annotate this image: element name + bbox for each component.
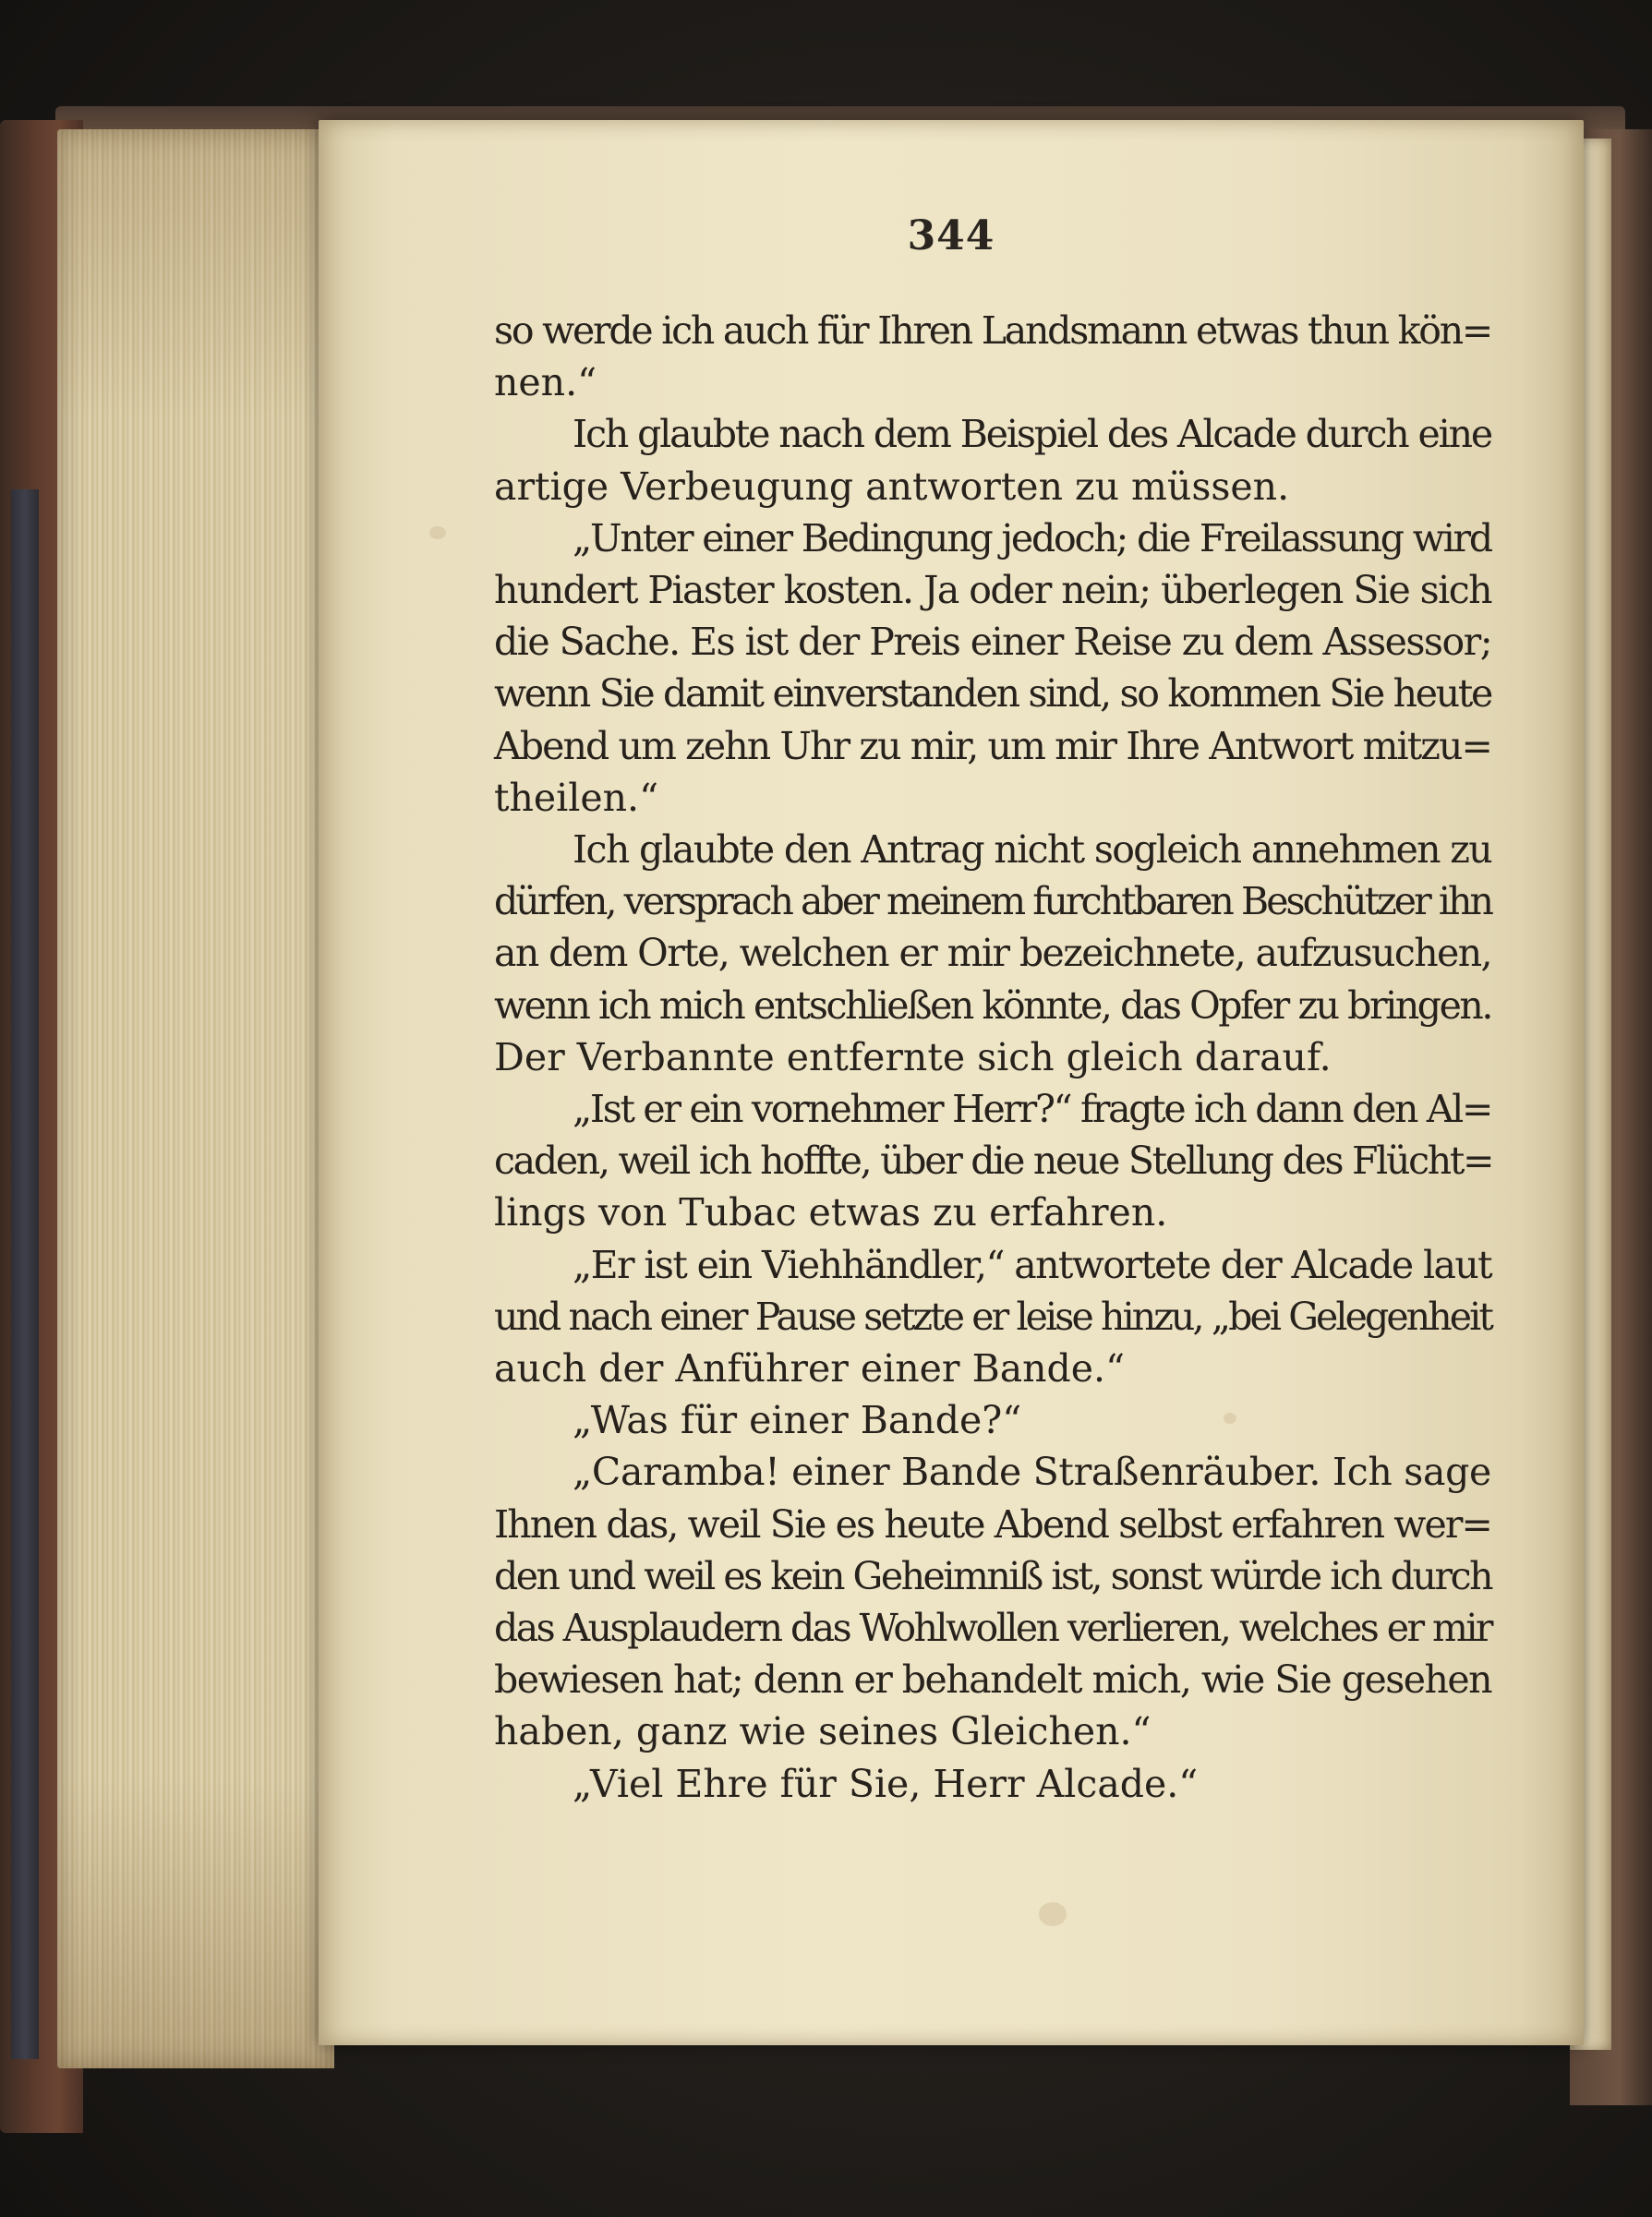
text-line: caden, weil ich hoffte, über die neue Stellung des Flücht=: [494, 1139, 1493, 1184]
foxing-spot: [1039, 1902, 1067, 1926]
cover-cloth-strip: [11, 489, 39, 2059]
foxing-spot: [429, 526, 446, 539]
paragraph: [494, 1758, 1491, 1810]
text-line: theilen.“: [494, 775, 659, 820]
page-number: 344: [907, 212, 995, 259]
text-line: lings von Tubac etwas zu erfahren.: [494, 1190, 1168, 1235]
text-line: und nach einer Pause setzte er leise hinzu, „bei Gelegenheit: [494, 1294, 1491, 1339]
text-line: Ihnen das, weil Sie es heute Abend selbst erfahren wer=: [494, 1501, 1491, 1547]
text-line: „Was für einer Bande?“: [573, 1398, 1022, 1443]
text-line: „Caramba! einer Bande Straßenräuber. Ich sage: [573, 1450, 1491, 1495]
text-line: das Ausplaudern das Wohlwollen verlieren, welches er mir: [494, 1606, 1491, 1651]
text-line: artige Verbeugung antworten zu müssen.: [494, 464, 1290, 509]
left-page-stack-shading: [57, 129, 334, 2068]
text-line: Ich glaubte den Antrag nicht sogleich annehmen zu: [573, 827, 1491, 873]
paragraph: [494, 1446, 1491, 1757]
paragraph: [494, 824, 1491, 1083]
text-line: den und weil es kein Geheimniß ist, sonst würde ich durch: [494, 1553, 1491, 1598]
text-line: die Sache. Es ist der Preis einer Reise zu dem Assessor;: [494, 620, 1491, 665]
paragraph: [494, 512, 1491, 824]
text-line: haben, ganz wie seines Gleichen.“: [494, 1709, 1152, 1754]
text-line: an dem Orte, welchen er mir bezeichnete, aufzusuchen,: [494, 931, 1491, 976]
text-line: Abend um zehn Uhr zu mir, um mir Ihre Antwort mitzu=: [494, 723, 1491, 768]
text-line: nen.“: [494, 360, 597, 405]
text-line: Der Verbannte entfernte sich gleich darauf.: [494, 1034, 1332, 1079]
text-line: auch der Anführer einer Bande.“: [494, 1346, 1126, 1392]
paragraph: [494, 1394, 1491, 1446]
book-page: [319, 120, 1584, 2045]
page-body-text: [494, 305, 1491, 1810]
text-line: bewiesen hat; denn er behandelt mich, wie Sie gesehen: [494, 1657, 1491, 1703]
paragraph: [494, 1083, 1491, 1239]
paragraph: [494, 1239, 1491, 1395]
paragraph: [494, 305, 1491, 408]
text-line: so werde ich auch für Ihren Landsmann etwas thun kön=: [494, 308, 1491, 353]
text-line: „Unter einer Bedingung jedoch; die Freilassung wird: [573, 515, 1491, 560]
text-line: Ich glaubte nach dem Beispiel des Alcade durch eine: [573, 412, 1491, 457]
text-line: dürfen, versprach aber meinem furchtbaren Beschützer ihn: [494, 879, 1491, 924]
text-line: „Viel Ehre für Sie, Herr Alcade.“: [573, 1761, 1199, 1806]
text-line: wenn ich mich entschließen könnte, das Opfer zu bringen.: [494, 982, 1491, 1028]
paragraph: [494, 408, 1491, 512]
text-line: hundert Piaster kosten. Ja oder nein; überlegen Sie sich: [494, 568, 1491, 613]
text-line: wenn Sie damit einverstanden sind, so kommen Sie heute: [494, 671, 1491, 717]
text-line: „Ist er ein vornehmer Herr?“ fragte ich dann den Al=: [573, 1087, 1491, 1132]
text-line: „Er ist ein Viehhändler,“ antwortete der Alcade laut: [573, 1242, 1491, 1287]
